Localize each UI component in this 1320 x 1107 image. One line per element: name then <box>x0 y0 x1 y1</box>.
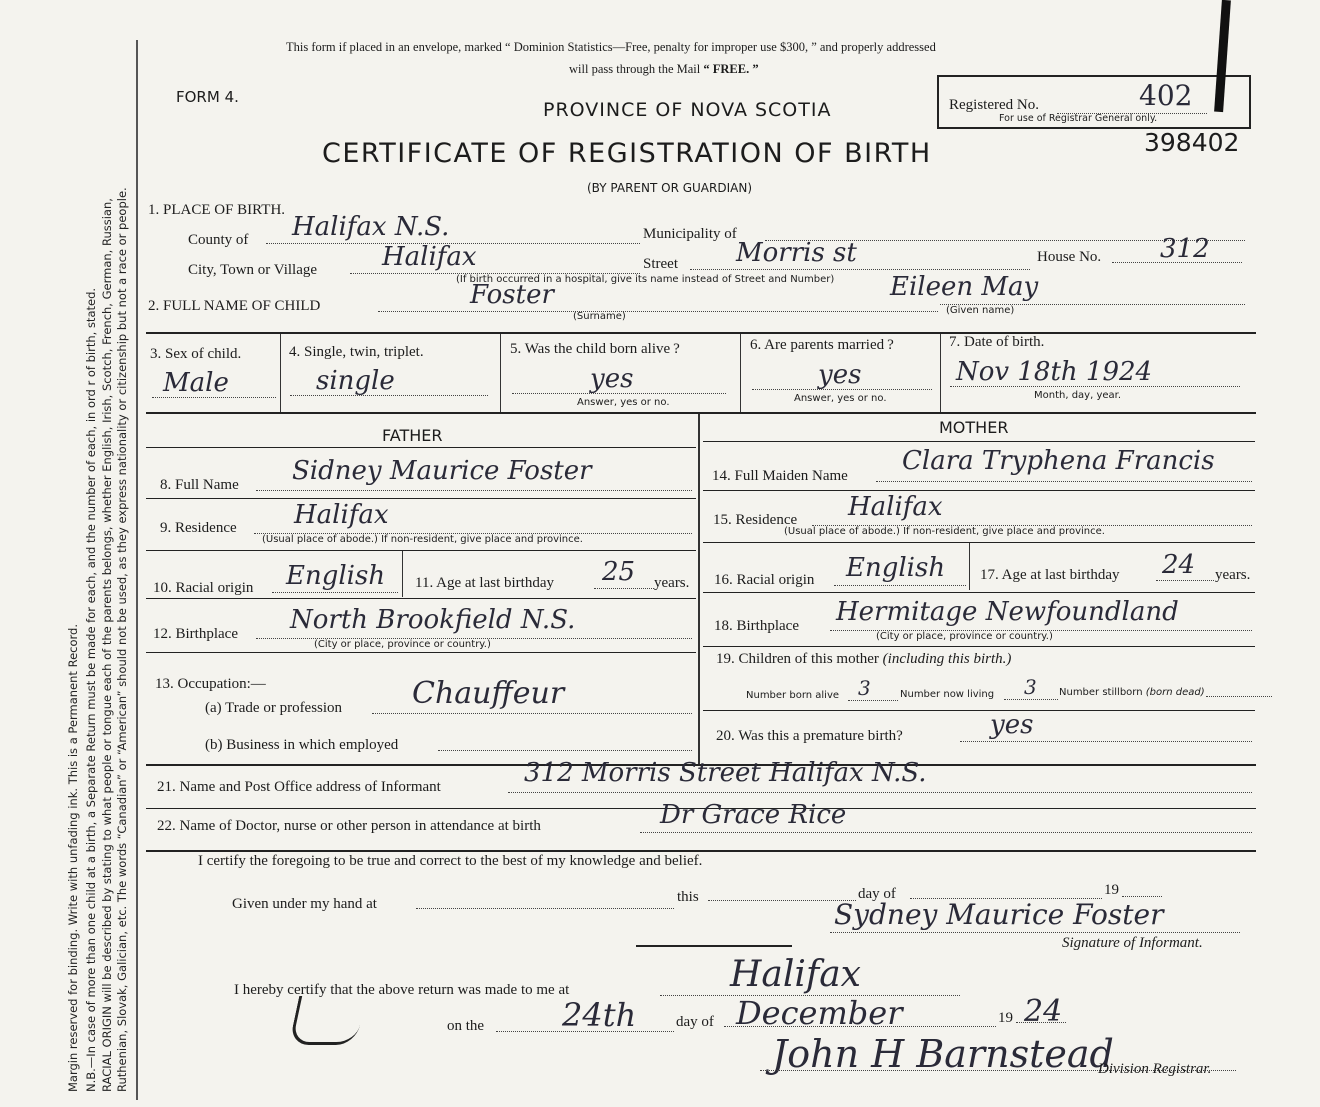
trade-label: (a) Trade or profession <box>205 700 343 716</box>
serial-number: 398402 <box>1144 128 1240 157</box>
doctor-value: Dr Grace Rice <box>660 800 847 830</box>
mother-race-label: 16. Racial origin <box>714 572 815 588</box>
house-number-value: 312 <box>1160 234 1210 264</box>
rule-registrar <box>636 945 792 947</box>
father-birthplace-label: 12. Birthplace <box>153 626 238 642</box>
certify-statement: I certify the foregoing to be true and correct to the best of my knowledge and belief. <box>198 853 703 869</box>
mother-name-label: 14. Full Maiden Name <box>712 468 848 484</box>
year2-prefix: 19 <box>998 1010 1013 1026</box>
mother-age-unit: years. <box>1215 567 1251 583</box>
father-age-unit: years. <box>654 575 690 591</box>
father-name-value: Sidney Maurice Foster <box>292 456 592 486</box>
born-alive-label: 5. Was the child born alive ? <box>510 341 680 357</box>
page-subtitle: (BY PARENT OR GUARDIAN) <box>587 181 752 195</box>
mother-birthplace-label: 18. Birthplace <box>714 618 799 634</box>
plurality-value: single <box>316 366 395 396</box>
on-the-value: 24th <box>562 996 637 1034</box>
rule-certify-top <box>146 850 1256 852</box>
father-residence-note: (Usual place of abode.) If non-resident, give place and province. <box>262 534 583 545</box>
place-of-birth-label: 1. PLACE OF BIRTH. <box>148 202 286 218</box>
father-name-label: 8. Full Name <box>160 477 239 493</box>
mother-heading: MOTHER <box>939 418 1009 437</box>
father-age-value: 25 <box>602 557 636 587</box>
now-living-label: Number now living <box>900 689 995 700</box>
informant-label: 21. Name and Post Office address of Informant <box>157 779 441 795</box>
father-race-value: English <box>286 561 386 591</box>
business-label: (b) Business in which employed <box>205 737 399 753</box>
margin-binding-note: Margin reserved for binding. Write with unfading ink. This is a Permanent Record. <box>66 624 80 1092</box>
mother-birthplace-value: Hermitage Newfoundland <box>836 597 1179 627</box>
informant-signature: Sydney Maurice Foster <box>834 898 1164 931</box>
registrar-signature: John H Barnstead <box>772 1032 1114 1076</box>
father-residence-label: 9. Residence <box>160 520 237 536</box>
father-age-label: 11. Age at last birthday <box>415 575 554 591</box>
envelope-note-line1: This form if placed in an envelope, marked “ Dominion Statistics—Free, penalty for improper use $300, ” and properly addressed <box>286 40 936 54</box>
on-the-label: on the <box>447 1018 485 1034</box>
hospital-note: (If birth occurred in a hospital, give its name instead of Street and Number) <box>456 274 835 285</box>
rule-parents-top <box>146 412 1256 414</box>
province-heading: PROVINCE OF NOVA SCOTIA <box>543 99 832 121</box>
sex-label: 3. Sex of child. <box>150 346 242 362</box>
city-value: Halifax <box>382 242 477 272</box>
surname-value: Foster <box>470 280 554 310</box>
street-line <box>690 269 1030 270</box>
house-number-label: House No. <box>1037 249 1102 265</box>
father-heading: FATHER <box>382 426 443 445</box>
free-label: “ FREE. ” <box>703 62 759 76</box>
registrar-statement: I hereby certify that the above return was made to me at <box>234 982 570 998</box>
born-alive-value: yes <box>590 364 634 394</box>
premature-label: 20. Was this a premature birth? <box>716 728 903 744</box>
children-label-text: 19. Children of this mother <box>716 651 883 667</box>
born-alive-count-label: Number born alive <box>746 690 840 701</box>
county-value: Halifax N.S. <box>292 212 450 242</box>
registration-month: December <box>736 994 903 1032</box>
day-of2-label: day of <box>676 1014 714 1030</box>
county-label: County of <box>188 232 249 248</box>
stillborn-label <box>1059 687 1205 698</box>
margin-separate-return-note: N.B.—In case of more than one child at a birth, a Separate Return must be made for each, and the number of each, in ord r of birth, stated. <box>84 287 98 1092</box>
registrar-note: For use of Registrar General only. <box>999 113 1158 124</box>
sex-value: Male <box>163 368 229 398</box>
registered-number: 402 <box>1139 79 1193 112</box>
year-prefix: 19 <box>1104 882 1119 898</box>
children-label <box>716 651 1011 668</box>
parents-married-note: Answer, yes or no. <box>794 393 887 404</box>
this-label: this <box>677 889 699 905</box>
mother-residence-note: (Usual place of abode.) If non-resident, give place and province. <box>784 526 1105 537</box>
parents-married-value: yes <box>818 360 862 390</box>
street-label: Street <box>643 256 678 272</box>
children-label-italic: (including this birth.) <box>882 651 1012 667</box>
registrar-title: Division Registrar. <box>1098 1061 1212 1077</box>
mother-residence-label: 15. Residence <box>713 512 798 528</box>
date-of-birth-value: Nov 18th 1924 <box>956 357 1153 387</box>
registrar-place: Halifax <box>730 954 861 995</box>
mother-birthplace-note: (City or place, province or country.) <box>876 631 1053 642</box>
parents-divider <box>698 414 700 764</box>
parents-married-label: 6. Are parents married ? <box>750 337 894 353</box>
day-of-label: day of <box>858 886 896 902</box>
city-label: City, Town or Village <box>188 262 318 278</box>
mother-race-value: English <box>846 553 946 583</box>
envelope-note-line2-text: will pass through the Mail <box>569 62 704 76</box>
registered-box <box>937 75 1251 129</box>
street-value: Morris st <box>736 238 857 268</box>
rule-top-row <box>146 332 1256 334</box>
stillborn-label-italic: (born dead) <box>1145 687 1205 698</box>
date-of-birth-note: Month, day, year. <box>1034 390 1122 401</box>
municipality-label: Municipality of <box>643 226 737 242</box>
plurality-label: 4. Single, twin, triplet. <box>289 344 424 360</box>
father-race-label: 10. Racial origin <box>153 580 254 596</box>
date-of-birth-label: 7. Date of birth. <box>949 334 1045 350</box>
surname-note: (Surname) <box>573 311 626 322</box>
born-alive-note: Answer, yes or no. <box>577 397 670 408</box>
signature-label: Signature of Informant. <box>1062 935 1203 951</box>
margin-racial-origin-note: RACIAL ORIGIN will be described by stating to what people or tongue each of the parents belongs, whether English, Irish, Scotch, French, German, Russian, <box>100 198 114 1092</box>
mother-residence-value: Halifax <box>848 492 943 522</box>
child-name-label: 2. FULL NAME OF CHILD <box>148 298 321 314</box>
registrar-initial-mark <box>289 996 366 1045</box>
given-name-value: Eileen May <box>890 272 1039 302</box>
margin-nationality-note: Ruthenian, Slovak, Galician, etc. The words “Canadian” or “American” should not be used, as they express nationality or citizenship but not a race or people. <box>115 187 129 1092</box>
margin-rule <box>136 40 138 1100</box>
page-title: CERTIFICATE OF REGISTRATION OF BIRTH <box>322 138 932 169</box>
registration-year: 24 <box>1024 994 1063 1029</box>
born-alive-count-value: 3 <box>858 676 871 700</box>
form-number: FORM 4. <box>176 88 239 106</box>
mother-age-value: 24 <box>1162 550 1196 580</box>
father-birthplace-value: North Brookfield N.S. <box>290 605 576 635</box>
father-occupation-label: 13. Occupation:— <box>155 676 266 692</box>
given-under-label: Given under my hand at <box>232 896 377 912</box>
registered-label: Registered No. <box>949 97 1039 113</box>
informant-value: 312 Morris Street Halifax N.S. <box>524 758 927 788</box>
given-name-note: (Given name) <box>946 305 1015 316</box>
father-residence-value: Halifax <box>294 500 389 530</box>
father-birthplace-note: (City or place, province or country.) <box>314 639 491 650</box>
premature-value: yes <box>990 710 1034 740</box>
stillborn-label-text: Number stillborn <box>1059 687 1146 698</box>
trade-value: Chauffeur <box>412 676 565 711</box>
doctor-label: 22. Name of Doctor, nurse or other person in attendance at birth <box>157 818 541 834</box>
surname-line <box>378 311 938 312</box>
mother-name-value: Clara Tryphena Francis <box>902 446 1215 476</box>
mother-age-label: 17. Age at last birthday <box>980 567 1120 583</box>
now-living-value: 3 <box>1024 675 1037 699</box>
envelope-note-line2 <box>569 62 759 77</box>
